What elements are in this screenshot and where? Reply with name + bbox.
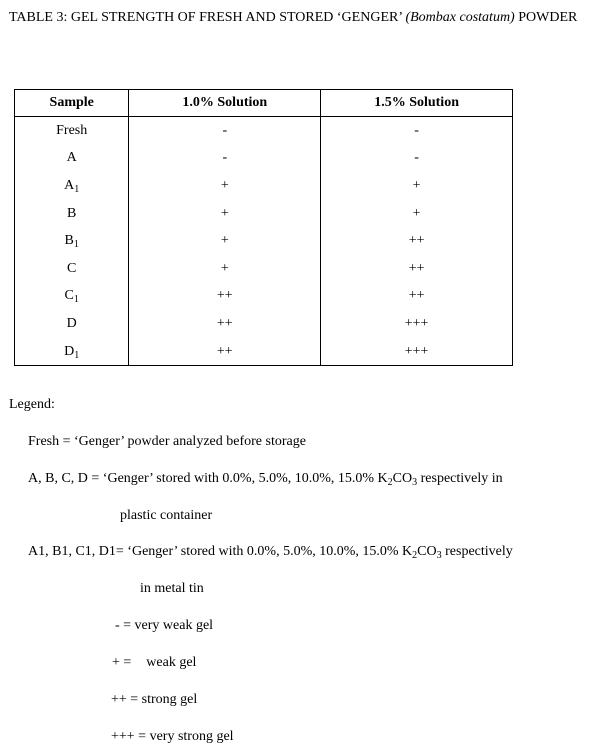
legend-abcd-sub-3: 3: [412, 477, 418, 488]
sample-name: B: [64, 233, 74, 249]
cell-1-0: +: [129, 227, 321, 255]
cell-1-0: +: [129, 200, 321, 228]
legend-weak: [112, 654, 196, 672]
legend-very-strong: +++ = very strong gel: [111, 729, 234, 744]
gel-strength-table: [14, 89, 513, 366]
cell-sample: [15, 117, 129, 145]
cell-1-5: +: [321, 172, 513, 200]
sample-name: B: [67, 205, 77, 221]
cell-sample: [15, 338, 129, 366]
header-sample: Sample: [15, 90, 129, 117]
cell-sample: [15, 310, 129, 338]
cell-sample: [15, 172, 129, 200]
legend-fresh: Fresh = ‘Genger’ powder analyzed before storage: [28, 434, 306, 449]
legend-abcd-sub-2: 2: [387, 477, 393, 488]
legend-strong: ++ = strong gel: [111, 692, 198, 707]
cell-1-5: ++: [321, 283, 513, 311]
legend-abcd-text: A, B, C, D = ‘Genger’ stored with 0.0%, 5.0%, 10.0%, 15.0% K: [28, 471, 388, 486]
cell-1-0: ++: [129, 338, 321, 366]
cell-1-5: +++: [321, 310, 513, 338]
legend-very-weak: - = very weak gel: [115, 618, 214, 633]
cell-sample: [15, 145, 129, 173]
legend-abcd-tail: respectively in: [417, 471, 503, 486]
legend-heading: Legend:: [9, 397, 55, 412]
cell-sample: [15, 200, 129, 228]
sample-subscript: 1: [73, 294, 79, 306]
cell-1-5: +++: [321, 338, 513, 366]
legend-a1-sub-2: 2: [412, 550, 418, 561]
cell-sample: [15, 255, 129, 283]
header-1-5-solution: 1.5% Solution: [321, 90, 513, 117]
sample-name: D: [66, 315, 77, 331]
table-row: [15, 255, 513, 283]
cell-1-0: ++: [129, 310, 321, 338]
legend-abcd-co: CO: [392, 471, 413, 486]
table-header-row: [15, 90, 513, 117]
cell-1-0: -: [129, 145, 321, 173]
legend-abcd-continued: plastic container: [120, 508, 213, 523]
table-title: [9, 6, 584, 29]
table-row: [15, 338, 513, 366]
legend-a1-co: CO: [417, 544, 437, 559]
cell-1-5: ++: [321, 255, 513, 283]
cell-1-0: +: [129, 172, 321, 200]
table-row: [15, 310, 513, 338]
cell-1-5: +: [321, 200, 513, 228]
legend-weak-symbol: + =: [112, 655, 132, 670]
cell-sample: [15, 227, 129, 255]
title-suffix: POWDER: [514, 10, 578, 25]
sample-name: D: [64, 343, 75, 359]
legend-a1b1c1d1: [28, 543, 513, 561]
sample-subscript: 1: [74, 183, 80, 195]
table-row: [15, 283, 513, 311]
legend-a1-text: A1, B1, C1, D1= ‘Genger’ stored with 0.0%, 5.0%, 10.0%, 15.0% K: [28, 544, 413, 559]
sample-name: Fresh: [56, 122, 88, 138]
header-1-0-solution: 1.0% Solution: [129, 90, 321, 117]
cell-1-5: -: [321, 145, 513, 173]
sample-name: A: [66, 150, 77, 166]
sample-name: C: [64, 288, 74, 304]
cell-sample: [15, 283, 129, 311]
legend-a1-tail: respectively: [441, 544, 513, 559]
legend-weak-text: weak gel: [146, 655, 197, 670]
sample-subscript: 1: [74, 349, 80, 361]
table-row: [15, 145, 513, 173]
table-row: [15, 117, 513, 145]
sample-name: A: [64, 177, 75, 193]
sample-subscript: 1: [73, 239, 79, 251]
cell-1-0: +: [129, 255, 321, 283]
cell-1-0: ++: [129, 283, 321, 311]
sample-name: C: [67, 260, 77, 276]
title-prefix: TABLE 3: GEL STRENGTH OF FRESH AND STORED ‘GENGER’: [9, 10, 406, 25]
table-row: [15, 227, 513, 255]
cell-1-5: -: [321, 117, 513, 145]
table-row: [15, 172, 513, 200]
legend-a1b1c1d1-continued: in metal tin: [140, 581, 204, 596]
legend-a1-sub-3: 3: [436, 550, 442, 561]
table-row: [15, 200, 513, 228]
cell-1-5: ++: [321, 227, 513, 255]
cell-1-0: -: [129, 117, 321, 145]
legend-abcd: [28, 470, 503, 488]
title-species: (Bombax costatum): [405, 10, 515, 25]
